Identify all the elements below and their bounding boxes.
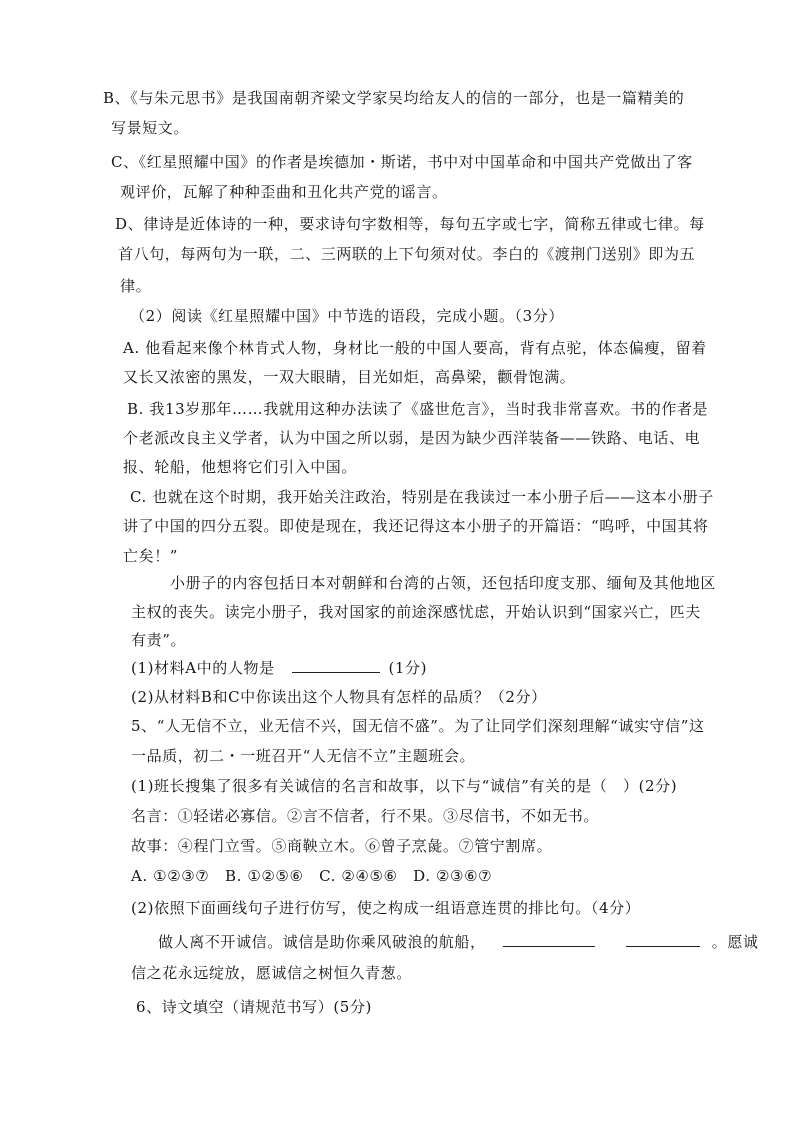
material-a-line-1: A. 他看起来像个林肯式人物，身材比一般的中国人要高，背有点驼，体态偏瘦，留着 — [123, 339, 707, 357]
imitation-tail: 。愿诚 — [711, 933, 759, 951]
question-5-1: (1)班长搜集了很多有关诚信的名言和故事，以下与“诚信”有关的是（ ）(2分) — [131, 777, 678, 795]
option-d-line-3: 律。 — [120, 277, 152, 295]
imitation-sentence — [158, 932, 759, 952]
question-6: 6、诗文填空（请规范书写）(5分) — [136, 998, 372, 1016]
imitation-text: 做人离不开诚信。诚信是助你乘风破浪的航船， — [158, 933, 486, 951]
material-c-para-2-line-3: 有责”。 — [131, 631, 187, 649]
material-c-para-2-line-2: 主权的丧失。读完小册子，我对国家的前途深感忧虑，开始认识到“国家兴亡，匹夫 — [131, 603, 701, 621]
material-b-line-2: 个老派改良主义学者，认为中国之所以弱，是因为缺少西洋装备——铁路、电话、电 — [123, 429, 701, 447]
stories-line: 故事：④程门立雪。⑤商鞅立木。⑥曾子烹彘。⑦管宁割席。 — [131, 837, 553, 855]
material-c-line-1: C. 也就在这个时期，我开始关注政治，特别是在我读过一本小册子后——这本小册子 — [130, 488, 714, 506]
option-d-line-1: D、律诗是近体诗的一种，要求诗句字数相等，每句五字或七字，简称五律或七律。每 — [115, 215, 705, 233]
option-c-line-2: 观评价，瓦解了种种歪曲和丑化共产党的谣言。 — [120, 183, 448, 201]
material-b-line-1: B. 我13岁那年……我就用这种办法读了《盛世危言》，当时我非常喜欢。书的作者是 — [127, 400, 709, 418]
question-1 — [131, 658, 427, 678]
material-b-line-3: 报、轮船，他想将它们引入中国。 — [123, 458, 358, 476]
subquestion-2-heading: （2）阅读《红星照耀中国》中节选的语段，完成小题。（3分） — [130, 307, 564, 325]
choice-options: A. ①②③⑦ B. ①②⑤⑥ C. ②④⑤⑥ D. ②③⑥⑦ — [131, 867, 493, 885]
option-b-line-1: B、《与朱元思书》是我国南朝齐梁文学家吴均给友人的信的一部分，也是一篇精美的 — [103, 89, 685, 107]
answer-blank-2[interactable] — [626, 932, 700, 947]
answer-blank[interactable] — [292, 658, 380, 673]
quotes-line: 名言：①轻诺必寡信。②言不信者，行不果。③尽信书，不如无书。 — [131, 807, 600, 825]
question-2: (2)从材料B和C中你读出这个人物具有怎样的品质？（2分） — [131, 688, 547, 706]
option-b-line-2: 写景短文。 — [111, 119, 190, 137]
material-c-para-2-line-1: 小册子的内容包括日本对朝鲜和台湾的占领，还包括印度支那、缅甸及其他地区 — [170, 574, 717, 592]
material-a-line-2: 又长又浓密的黑发，一双大眼睛，目光如炬，高鼻梁，颧骨饱满。 — [123, 368, 576, 386]
option-d-line-2: 首八句，每两句为一联，二、三两联的上下句须对仗。李白的《渡荆门送别》即为五 — [118, 245, 696, 263]
imitation-line-2: 信之花永远绽放，愿诚信之树恒久青葱。 — [131, 964, 412, 982]
option-c-line-1: C、《红星照耀中国》的作者是埃德加・斯诺，书中对中国革命和中国共产党做出了客 — [111, 153, 693, 171]
material-c-line-2: 讲了中国的四分五裂。即使是现在，我还记得这本小册子的开篇语：“呜呼，中国其将 — [123, 517, 709, 535]
question-5-line-2: 一品质，初二・一班召开“人无信不立”主题班会。 — [131, 747, 476, 765]
question-1-score: (1分) — [388, 659, 428, 677]
question-5-line-1: 5、“人无信不立，业无信不兴，国无信不盛”。为了让同学们深刻理解“诚实守信”这 — [131, 717, 705, 735]
answer-blank-1[interactable] — [503, 932, 595, 947]
material-c-line-3: 亡矣！” — [123, 547, 179, 565]
question-1-text: (1)材料A中的人物是 — [131, 659, 275, 677]
question-5-2: (2)依照下面画线句子进行仿写，使之构成一组语意连贯的排比句。（4分） — [131, 899, 641, 917]
